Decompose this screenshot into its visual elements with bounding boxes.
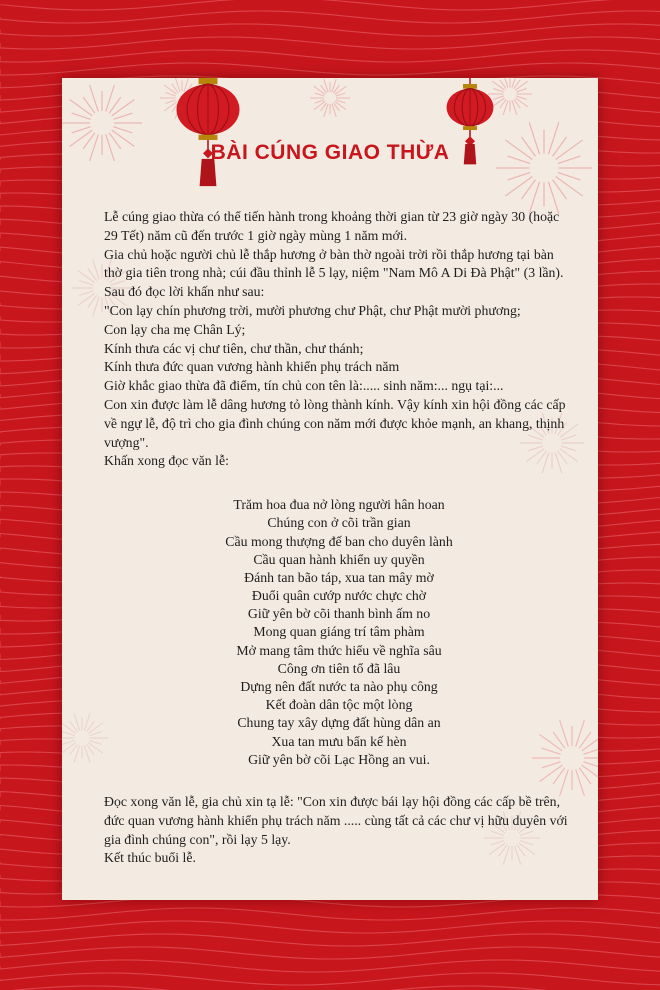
prayer-line: Khấn xong đọc văn lễ: bbox=[104, 453, 229, 469]
poem-line: Chúng con ở cõi trần gian bbox=[267, 515, 411, 531]
intro-paragraph: Gia chủ hoặc người chủ lễ thắp hương ở bàn thờ ngoài trời rồi thắp hương tại bàn thờ gia tiên trong nhà; cúi đầu thỉnh lễ 5 lạy, niệm "Nam Mô A Di Đà Phật" (3 lần). Sau đó đọc lời khấn như sau: bbox=[104, 246, 564, 300]
page-title: BÀI CÚNG GIAO THỪA bbox=[210, 141, 450, 164]
outro-paragraph: Đọc xong văn lễ, gia chủ xin tạ lễ: "Con xin được bái lạy hội đồng các cấp bề trên, đức quan vương hành khiển phụ trách năm ..... cùng tất cả các chư vị hữu duyên với gia đình chúng con", rồi lạy 5 lạy. bbox=[104, 793, 568, 847]
poem-line: Kết đoàn dân tộc một lòng bbox=[265, 697, 413, 713]
prayer-line: Giờ khắc giao thừa đã điểm, tín chủ con tên là:..... sinh năm:... ngụ tại:... bbox=[104, 378, 504, 394]
poem-line: Giữ yên bờ cõi Lạc Hồng an vui. bbox=[248, 751, 430, 767]
firework-icon bbox=[488, 78, 532, 115]
poem-line: Mở mang tâm thức hiểu về nghĩa sâu bbox=[236, 642, 442, 658]
poem-line: Giữ yên bờ cõi thanh bình ấm no bbox=[247, 606, 431, 622]
intro-paragraph: Lễ cúng giao thừa có thể tiến hành trong khoảng thời gian từ 23 giờ ngày 30 (hoặc 29 Tết) năm cũ đến trước 1 giờ ngày mùng 1 năm mới. bbox=[104, 209, 560, 243]
firework-icon bbox=[62, 713, 108, 762]
outro-paragraph: Kết thúc buổi lễ. bbox=[104, 850, 196, 866]
poem-line: Dựng nên đất nước ta nào phụ công bbox=[240, 679, 438, 695]
intro-section bbox=[104, 208, 574, 471]
prayer-line: Con lạy cha mẹ Chân Lý; bbox=[104, 321, 246, 337]
prayer-line: "Con lạy chín phương trời, mười phương chư Phật, chư Phật mười phương; bbox=[104, 302, 521, 318]
poem-line: Cầu mong thượng đế ban cho duyên lành bbox=[225, 533, 453, 549]
poem-line: Trăm hoa đua nở lòng người hân hoan bbox=[233, 497, 445, 513]
poem-line: Mong quan giáng trí tâm phàm bbox=[253, 624, 425, 640]
firework-icon bbox=[310, 79, 350, 117]
paper-card bbox=[62, 78, 598, 900]
poem-line: Công ơn tiên tổ đã lâu bbox=[277, 660, 401, 676]
poem-line: Cầu quan hành khiển uy quyền bbox=[253, 551, 425, 567]
outro-section bbox=[104, 793, 574, 868]
prayer-line: Kính thưa các vị chư tiên, chư thần, chư thánh; bbox=[104, 340, 364, 356]
poem-line: Xua tan mưu bẩn kế hèn bbox=[271, 733, 407, 749]
prayer-text bbox=[104, 208, 574, 868]
red-lantern-icon bbox=[177, 78, 240, 186]
prayer-line: Con xin được làm lễ dâng hương tỏ lòng thành kính. Vậy kính xin hội đồng các cấp về ngự lễ, độ trì cho gia đình chúng con năm mới được khỏe mạnh, an khang, thịnh vượng". bbox=[104, 396, 566, 450]
poem-line: Đuổi quân cướp nước chực chờ bbox=[251, 588, 427, 604]
prayer-line: Kính thưa đức quan vương hành khiển phụ trách năm bbox=[104, 359, 400, 375]
poem-line: Đánh tan bão táp, xua tan mây mờ bbox=[244, 569, 434, 585]
poem-line: Chung tay xây dựng đất hùng dân an bbox=[237, 715, 441, 731]
poem bbox=[104, 496, 574, 769]
firework-icon bbox=[496, 122, 592, 213]
